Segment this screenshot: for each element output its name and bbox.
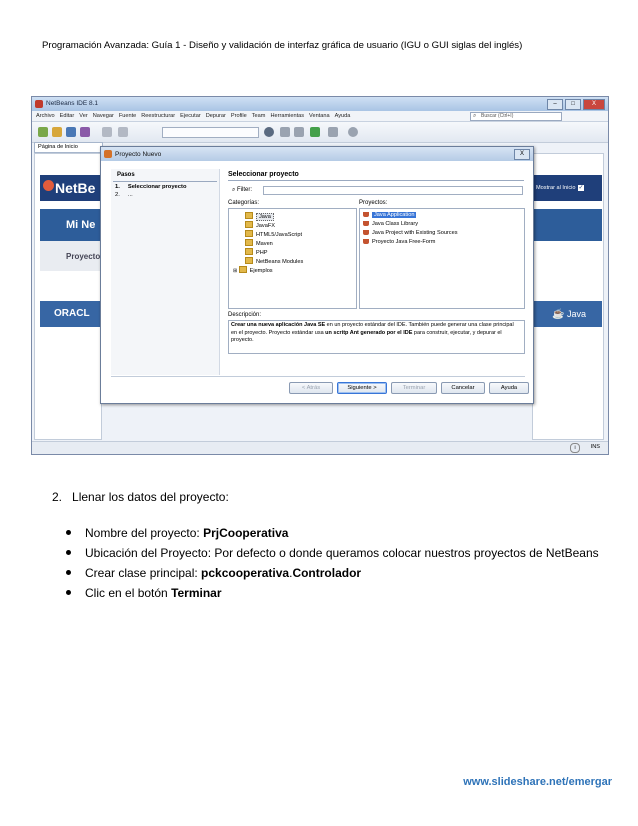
netbeans-banner-left: NetBe — [40, 175, 115, 201]
filter-input[interactable] — [263, 186, 523, 195]
config-gear-icon[interactable] — [264, 127, 274, 137]
bullet-item: Clic en el botón Terminar — [66, 586, 222, 600]
new-file-icon[interactable] — [52, 127, 62, 137]
maximize-button[interactable]: □ — [565, 99, 581, 110]
folder-icon — [245, 212, 253, 219]
steps-panel — [111, 169, 220, 375]
build-hammer-icon[interactable] — [280, 127, 290, 137]
project-free-form[interactable]: Proyecto Java Free-Form — [363, 239, 435, 245]
category-php[interactable]: PHP — [245, 248, 268, 256]
ide-search-input[interactable]: ⌕ Buscar (Ctrl+I) — [470, 112, 562, 121]
java-logo: ☕ Java — [532, 301, 602, 327]
step-item: 2. ... — [115, 192, 133, 198]
tab-start-page[interactable]: Página de Inicio — [34, 142, 103, 153]
bullet-item: Crear clase principal: pckcooperativa.Controlador — [66, 566, 361, 580]
clean-build-icon[interactable] — [294, 127, 304, 137]
java-project-icon — [363, 212, 369, 217]
debug-icon[interactable] — [328, 127, 338, 137]
java-project-icon — [363, 221, 369, 226]
category-netbeans-modules[interactable]: NetBeans Modules — [245, 257, 303, 265]
projects-label: Proyectos: — [359, 200, 388, 206]
menu-team[interactable]: Team — [251, 113, 266, 119]
step-title: Seleccionar proyecto — [228, 171, 299, 178]
menu-depurar[interactable]: Depurar — [205, 113, 226, 119]
dialog-icon — [104, 150, 112, 158]
java-project-icon — [363, 239, 369, 244]
netbeans-logo-icon — [43, 180, 54, 191]
java-project-icon — [363, 230, 369, 235]
search-icon: ⌕ — [473, 113, 477, 119]
project-existing-sources[interactable]: Java Project with Existing Sources — [363, 230, 458, 236]
show-on-start-checkbox[interactable]: ✓ — [578, 184, 584, 191]
description-text: Crear una nueva aplicación Java SE en un proyecto estándar del IDE. También puede generar una clase principal en el proyecto. Proyecto estándar usa un scritp Ant generado por el IDE para construir, ejecutar, y depurar el proyecto. — [231, 322, 514, 343]
footer-link[interactable]: www.slideshare.net/emergar — [463, 776, 612, 788]
category-java[interactable]: Java — [245, 212, 274, 220]
description-label: Descripción: — [228, 312, 262, 318]
category-javafx[interactable]: JavaFX — [245, 221, 275, 229]
menu-ventana[interactable]: Ventana — [309, 113, 330, 119]
oracle-logo: ORACL — [40, 301, 100, 327]
minimize-button[interactable]: – — [547, 99, 563, 110]
notification-icon[interactable]: i — [570, 443, 580, 453]
folder-icon — [245, 230, 253, 237]
category-maven[interactable]: Maven — [245, 239, 273, 247]
show-on-start-banner — [532, 175, 602, 201]
folder-icon — [245, 221, 253, 228]
my-netbeans-right — [532, 209, 602, 241]
open-project-icon[interactable] — [66, 127, 76, 137]
cancel-button[interactable]: Cancelar — [441, 382, 485, 394]
folder-icon — [245, 239, 253, 246]
netbeans-icon — [35, 100, 43, 108]
ide-title: NetBeans IDE 8.1 — [46, 100, 99, 107]
menu-editar[interactable]: Editar — [59, 113, 75, 119]
next-button[interactable]: Siguiente > — [337, 382, 387, 394]
projects-list — [359, 208, 525, 309]
description-box — [228, 320, 525, 354]
menu-ayuda[interactable]: Ayuda — [334, 113, 351, 119]
folder-icon — [245, 248, 253, 255]
menu-profile[interactable]: Profile — [230, 113, 247, 119]
menu-bar — [32, 111, 608, 122]
page-header: Programación Avanzada: Guía 1 - Diseño y validación de interfaz gráfica de usuario (IGU o GUI siglas del inglés) — [42, 40, 523, 51]
filter-label: ⌕ Filter: — [232, 187, 253, 193]
category-html5[interactable]: HTML5/JavaScript — [245, 230, 302, 238]
run-icon[interactable] — [310, 127, 320, 137]
java-cup-icon: ☕ — [552, 309, 565, 320]
my-netbeans-left: Mi Ne — [40, 209, 100, 241]
redo-icon[interactable] — [118, 127, 128, 137]
category-ejemplos[interactable]: ⊞ Ejemplos — [233, 268, 273, 274]
back-button[interactable]: < Atrás — [289, 382, 333, 394]
new-project-icon[interactable] — [38, 127, 48, 137]
menu-navegar[interactable]: Navegar — [92, 113, 114, 119]
show-on-start-label: Mostrar al Inicio — [536, 185, 576, 191]
dialog-titlebar — [101, 147, 533, 161]
finish-button[interactable]: Terminar — [391, 382, 437, 394]
folder-icon — [245, 257, 253, 264]
menu-herramientas[interactable]: Herramientas — [270, 113, 305, 119]
step-item: 1. Seleccionar proyecto — [115, 184, 187, 190]
insert-mode: INS — [590, 444, 600, 450]
menu-reestructurar[interactable]: Reestructurar — [141, 113, 176, 119]
close-button[interactable]: X — [583, 99, 605, 110]
categories-label: Categorías: — [228, 200, 260, 206]
steps-header: Pasos — [113, 169, 217, 182]
button-divider — [111, 376, 525, 377]
ide-toolbar — [32, 122, 608, 143]
netbeans-screenshot — [31, 96, 609, 455]
menu-ver[interactable]: Ver — [79, 113, 88, 119]
proyecto-left: Proyecto — [40, 241, 100, 271]
menu-archivo[interactable]: Archivo — [36, 113, 55, 119]
categories-tree — [228, 208, 357, 309]
save-all-icon[interactable] — [80, 127, 90, 137]
profile-icon[interactable] — [348, 127, 358, 137]
bullet-item: Ubicación del Proyecto: Por defecto o donde queramos colocar nuestros proyectos de NetBeans — [66, 546, 599, 560]
ide-titlebar — [32, 97, 608, 111]
dialog-close-button[interactable]: X — [514, 149, 530, 160]
title-divider — [228, 180, 524, 181]
section-heading: 2. Llenar los datos del proyecto: — [52, 490, 229, 504]
undo-icon[interactable] — [102, 127, 112, 137]
project-java-application[interactable]: Java Application — [363, 212, 519, 218]
menu-fuente[interactable]: Fuente — [118, 113, 137, 119]
config-combo[interactable] — [162, 127, 259, 138]
new-project-dialog — [100, 146, 534, 404]
folder-icon — [239, 266, 247, 273]
dialog-title: Proyecto Nuevo — [115, 151, 162, 158]
status-bar — [32, 441, 608, 454]
bullet-item: Nombre del proyecto: PrjCooperativa — [66, 526, 288, 540]
help-button[interactable]: Ayuda — [489, 382, 529, 394]
project-java-class-library[interactable]: Java Class Library — [363, 221, 418, 227]
menu-ejecutar[interactable]: Ejecutar — [180, 113, 201, 119]
